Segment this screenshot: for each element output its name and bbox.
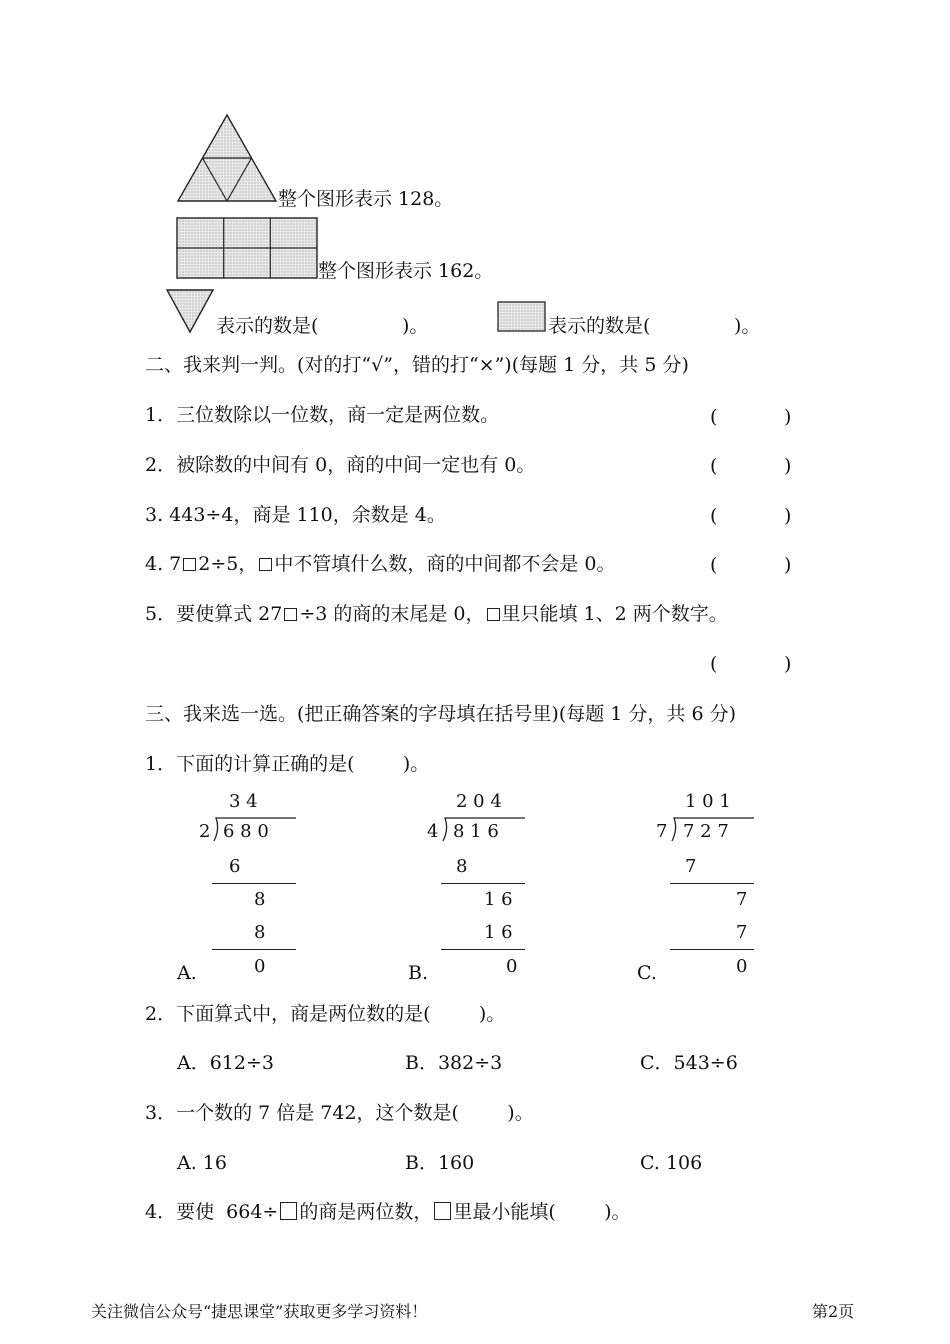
division-c-row1: 7 <box>685 856 697 877</box>
answer-paren-close-2[interactable]: ) <box>784 455 792 477</box>
answer-paren-close-1[interactable]: ) <box>784 406 792 428</box>
division-a-dividend: 6 8 0 <box>223 821 269 842</box>
small-triangle-figure <box>165 288 215 334</box>
small-rectangle-figure <box>497 301 547 333</box>
division-b-dividend: 8 1 6 <box>453 821 499 842</box>
footer-note: 关注微信公众号“捷思课堂”获取更多学习资料！ <box>91 1302 428 1321</box>
division-b-row2: 1 6 <box>484 889 513 910</box>
answer-paren-open-3[interactable]: ( <box>710 505 718 527</box>
division-b-line1 <box>441 883 525 884</box>
q3-option-c[interactable]: C. 106 <box>640 1152 703 1174</box>
division-c-line1 <box>670 883 754 884</box>
answer-paren-close-3[interactable]: ) <box>784 505 792 527</box>
division-b-quotient: 2 0 4 <box>456 791 502 812</box>
division-b-divisor: 4 <box>427 821 439 842</box>
division-a-quotient: 3 4 <box>229 791 258 812</box>
judge-item-4: 4. 7 2÷5， 中不管填什么数，商的中间都不会是 0。 <box>145 553 616 575</box>
triangle-caption: 整个图形表示 128。 <box>278 188 454 210</box>
division-a-divisor: 2 <box>199 821 211 842</box>
judge-item-1: 1．三位数除以一位数，商一定是两位数。 <box>145 404 500 426</box>
division-c-divisor: 7 <box>656 821 668 842</box>
division-a-line1 <box>212 883 296 884</box>
answer-paren-open-2[interactable]: ( <box>710 455 718 477</box>
answer-paren-close-4[interactable]: ) <box>784 554 792 576</box>
blank-box-icon <box>259 558 272 571</box>
option-a-label[interactable]: A. <box>177 962 197 984</box>
blank-box-icon <box>434 1202 451 1220</box>
large-triangle-figure <box>176 113 278 203</box>
answer-paren-open-4[interactable]: ( <box>710 554 718 576</box>
division-b-remainder: 0 <box>506 956 518 977</box>
division-a-remainder: 0 <box>254 956 266 977</box>
small-triangle-label: 表示的数是( <box>216 315 319 337</box>
answer-paren-close-5[interactable]: ) <box>784 653 792 675</box>
section2-title: 二、我来判一判。(对的打“√”，错的打“×”)(每题 1 分，共 5 分) <box>145 354 689 376</box>
q2-option-b[interactable]: B．382÷3 <box>405 1052 503 1074</box>
division-c-remainder: 0 <box>736 956 748 977</box>
answer-paren-open-5[interactable]: ( <box>710 653 718 675</box>
rectangle-caption: 整个图形表示 162。 <box>318 260 494 282</box>
small-rectangle-close: )。 <box>734 315 761 337</box>
small-rectangle-label: 表示的数是( <box>548 315 651 337</box>
division-a-row1: 6 <box>229 856 241 877</box>
small-triangle-close: )。 <box>402 315 429 337</box>
choice-q4: 4．要使 664÷ 的商是两位数， 里最小能填( )。 <box>145 1201 631 1223</box>
q2-option-c[interactable]: C．543÷6 <box>640 1052 738 1074</box>
blank-box-icon <box>284 608 297 621</box>
blank-box-icon <box>487 608 500 621</box>
division-c-line2 <box>670 949 754 950</box>
blank-box-icon <box>183 558 196 571</box>
option-c-label[interactable]: C. <box>637 962 657 984</box>
division-b-row3: 1 6 <box>484 922 513 943</box>
division-b-row1: 8 <box>456 856 468 877</box>
division-a-row2: 8 <box>254 889 266 910</box>
division-b-line2 <box>441 949 525 950</box>
division-c-quotient: 1 0 1 <box>685 791 731 812</box>
choice-q3: 3．一个数的 7 倍是 742，这个数是( )。 <box>145 1102 534 1124</box>
blank-box-icon <box>280 1202 297 1220</box>
page-number: 第2页 <box>812 1302 855 1321</box>
judge-item-3: 3. 443÷4，商是 110，余数是 4。 <box>145 504 446 526</box>
judge-item-2: 2．被除数的中间有 0，商的中间一定也有 0。 <box>145 454 536 476</box>
division-c-row3: 7 <box>736 922 748 943</box>
judge-item-5: 5．要使算式 27 ÷3 的商的末尾是 0， 里只能填 1、2 两个数字。 <box>145 603 728 625</box>
division-a-line2 <box>212 949 296 950</box>
option-b-label[interactable]: B. <box>408 962 429 984</box>
large-rectangle-figure <box>176 217 318 279</box>
section3-title: 三、我来选一选。(把正确答案的字母填在括号里)(每题 1 分，共 6 分) <box>145 703 736 725</box>
division-c-dividend: 7 2 7 <box>683 821 729 842</box>
division-c-row2: 7 <box>736 889 748 910</box>
division-a-row3: 8 <box>254 922 266 943</box>
q3-option-a[interactable]: A. 16 <box>177 1152 227 1174</box>
answer-paren-open-1[interactable]: ( <box>710 406 718 428</box>
choice-q2: 2．下面算式中，商是两位数的是( )。 <box>145 1003 506 1025</box>
q2-option-a[interactable]: A．612÷3 <box>177 1052 274 1074</box>
choice-q1: 1．下面的计算正确的是( )。 <box>145 753 430 775</box>
q3-option-b[interactable]: B．160 <box>405 1152 475 1174</box>
